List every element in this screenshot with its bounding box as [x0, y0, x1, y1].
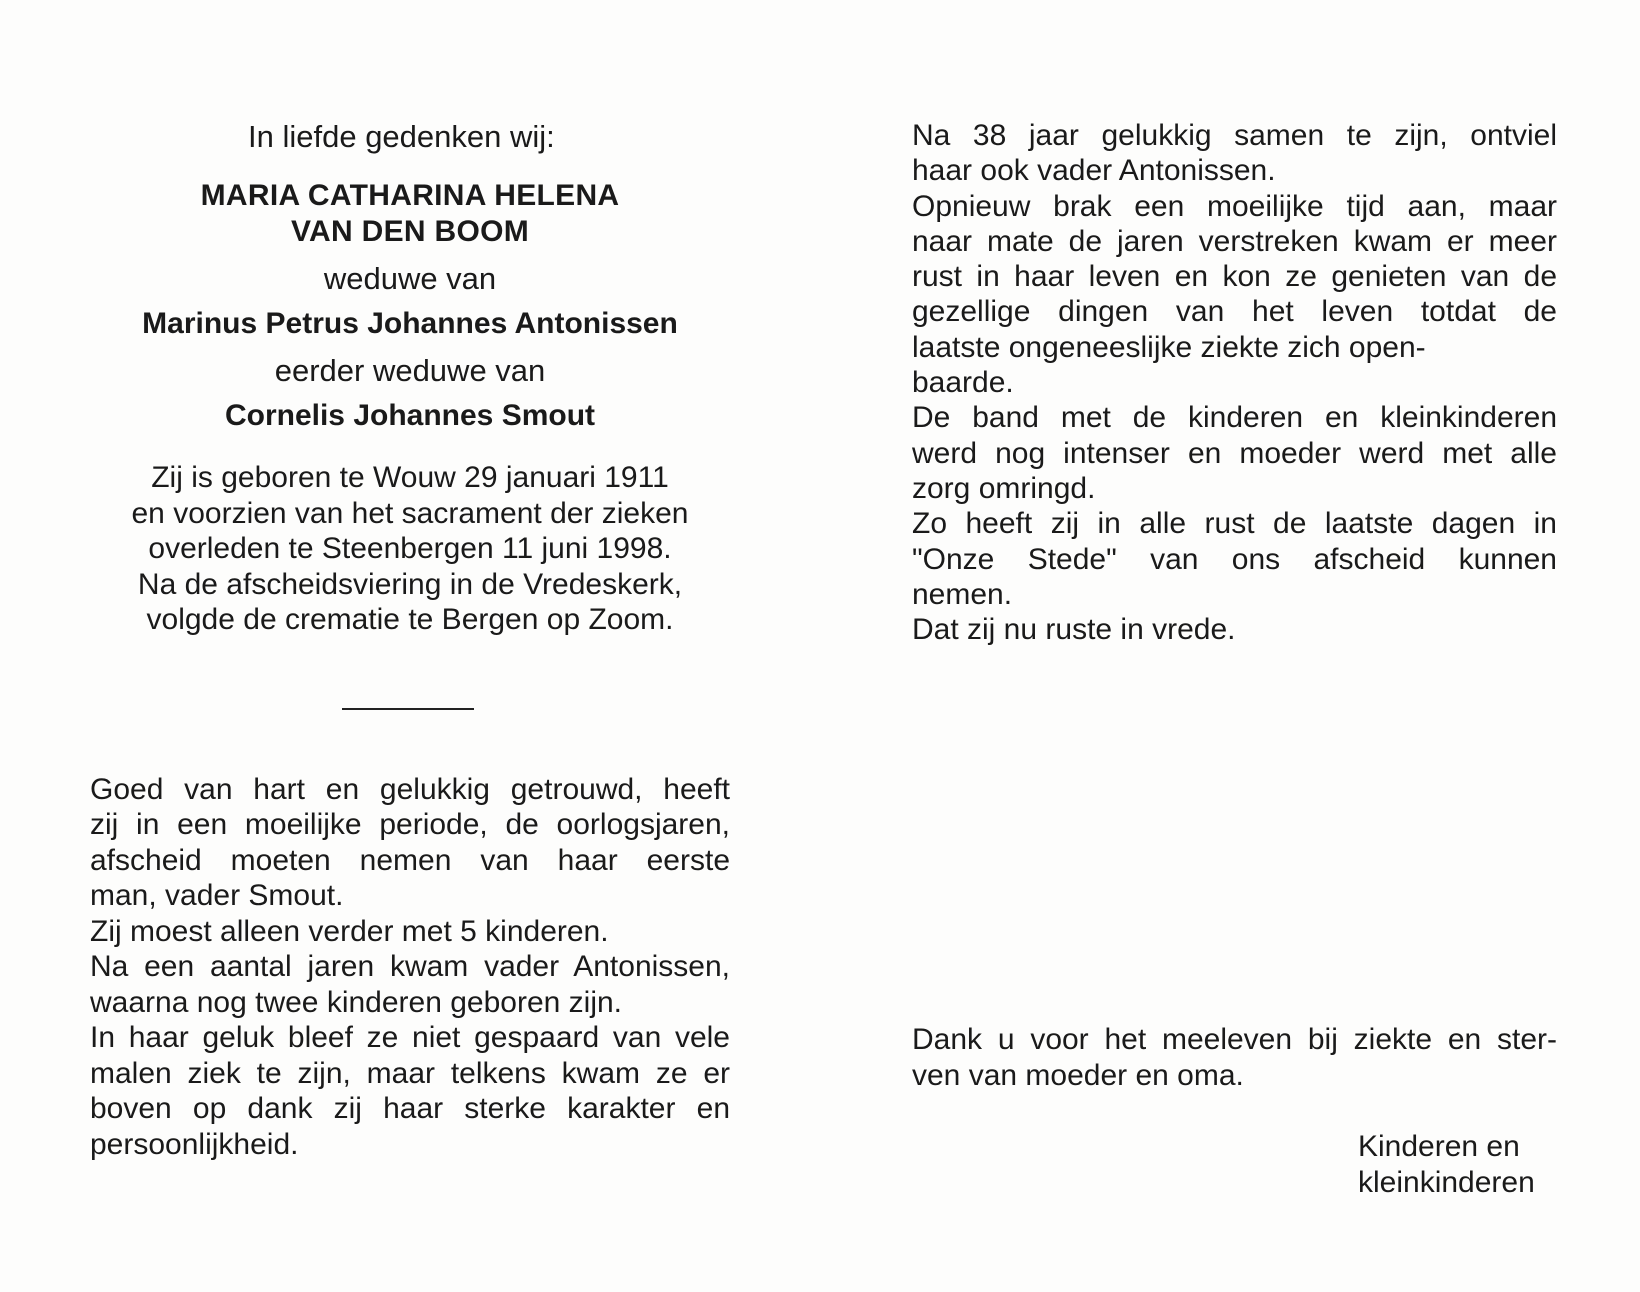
- text-line: Zo heeft zij in alle rust de laatste dagen in: [912, 507, 1557, 541]
- text-line: gezellige dingen van het leven totdat de: [912, 295, 1557, 329]
- text-line: zorg omringd.: [912, 471, 1096, 505]
- widow-of-label: weduwe van: [323, 261, 497, 296]
- text-line: Na 38 jaar gelukkig samen te zijn, ontviel: [912, 119, 1557, 152]
- text-line: rust in haar leven en kon ze genieten van de: [912, 260, 1557, 294]
- divider-rule: [342, 708, 474, 710]
- spouse-1-name: Marinus Petrus Johannes Antonissen: [142, 307, 678, 340]
- text-line: baarde.: [912, 366, 1014, 400]
- right-column: [912, 118, 1557, 647]
- text-line: naar mate de jaren verstreken kwam er meer: [912, 224, 1557, 258]
- text-line: laatste ongeneeslijke ziekte zich open-: [912, 330, 1426, 364]
- text-line: Zij moest alleen verder met 5 kinderen.: [90, 914, 609, 948]
- signature-line: kleinkinderen: [1358, 1166, 1535, 1199]
- birth-line: volgde de crematie te Bergen op Zoom.: [146, 603, 674, 636]
- spouse-2-name: Cornelis Johannes Smout: [224, 399, 596, 432]
- text-line: In haar geluk bleef ze niet gespaard van vele: [90, 1021, 730, 1054]
- signature-line: Kinderen en: [1358, 1130, 1520, 1163]
- earlier-widow-label: eerder weduwe van: [274, 353, 546, 388]
- text-line: Na een aantal jaren kwam vader Antonissen,: [90, 950, 730, 983]
- birth-line: en voorzien van het sacrament der zieken: [131, 496, 689, 530]
- birth-death-details: [90, 460, 730, 638]
- life-story-text: [90, 772, 730, 1163]
- text-line: Dank u voor het meeleven bij ziekte en ster-: [912, 1023, 1557, 1056]
- text-line: ven van moeder en oma.: [912, 1058, 1244, 1092]
- text-line: werd nog intenser en moeder werd met alle: [912, 436, 1557, 470]
- intro-line: In liefde gedenken wij:: [248, 119, 555, 154]
- text-line: afscheid moeten nemen van haar eerste: [90, 843, 730, 877]
- birth-line: Na de afscheidsviering in de Vredeskerk,: [137, 567, 683, 601]
- text-line: Goed van hart en gelukkig getrouwd, heeft: [90, 772, 730, 806]
- text-line: Opnieuw brak een moeilijke tijd aan, maar: [912, 189, 1557, 223]
- thanks-text: [912, 1022, 1557, 1093]
- text-line: persoonlijkheid.: [90, 1127, 299, 1161]
- text-line: "Onze Stede" van ons afscheid kunnen: [912, 542, 1557, 576]
- text-line: De band met de kinderen en kleinkinderen: [912, 401, 1557, 435]
- signature: [1358, 1129, 1535, 1201]
- birth-line: overleden te Steenbergen 11 juni 1998.: [148, 532, 672, 565]
- text-line: malen ziek te zijn, maar telkens kwam ze er: [90, 1056, 730, 1090]
- deceased-name-line-2: VAN DEN BOOM: [290, 215, 530, 248]
- text-line: man, vader Smout.: [90, 879, 344, 912]
- continued-story-text: [912, 118, 1557, 647]
- text-line: zij in een moeilijke periode, de oorlogsjaren,: [90, 808, 730, 841]
- deceased-name: [90, 178, 730, 250]
- birth-line: Zij is geboren te Wouw 29 januari 1911: [151, 461, 669, 494]
- text-line: haar ook vader Antonissen.: [912, 154, 1276, 188]
- left-column: [90, 118, 730, 1162]
- deceased-name-line-1: MARIA CATHARINA HELENA: [200, 179, 620, 212]
- text-line: waarna nog twee kinderen geboren zijn.: [90, 985, 623, 1019]
- text-line: nemen.: [912, 577, 1013, 611]
- text-line: boven op dank zij haar sterke karakter en: [90, 1092, 730, 1125]
- text-line: Dat zij nu ruste in vrede.: [912, 613, 1236, 647]
